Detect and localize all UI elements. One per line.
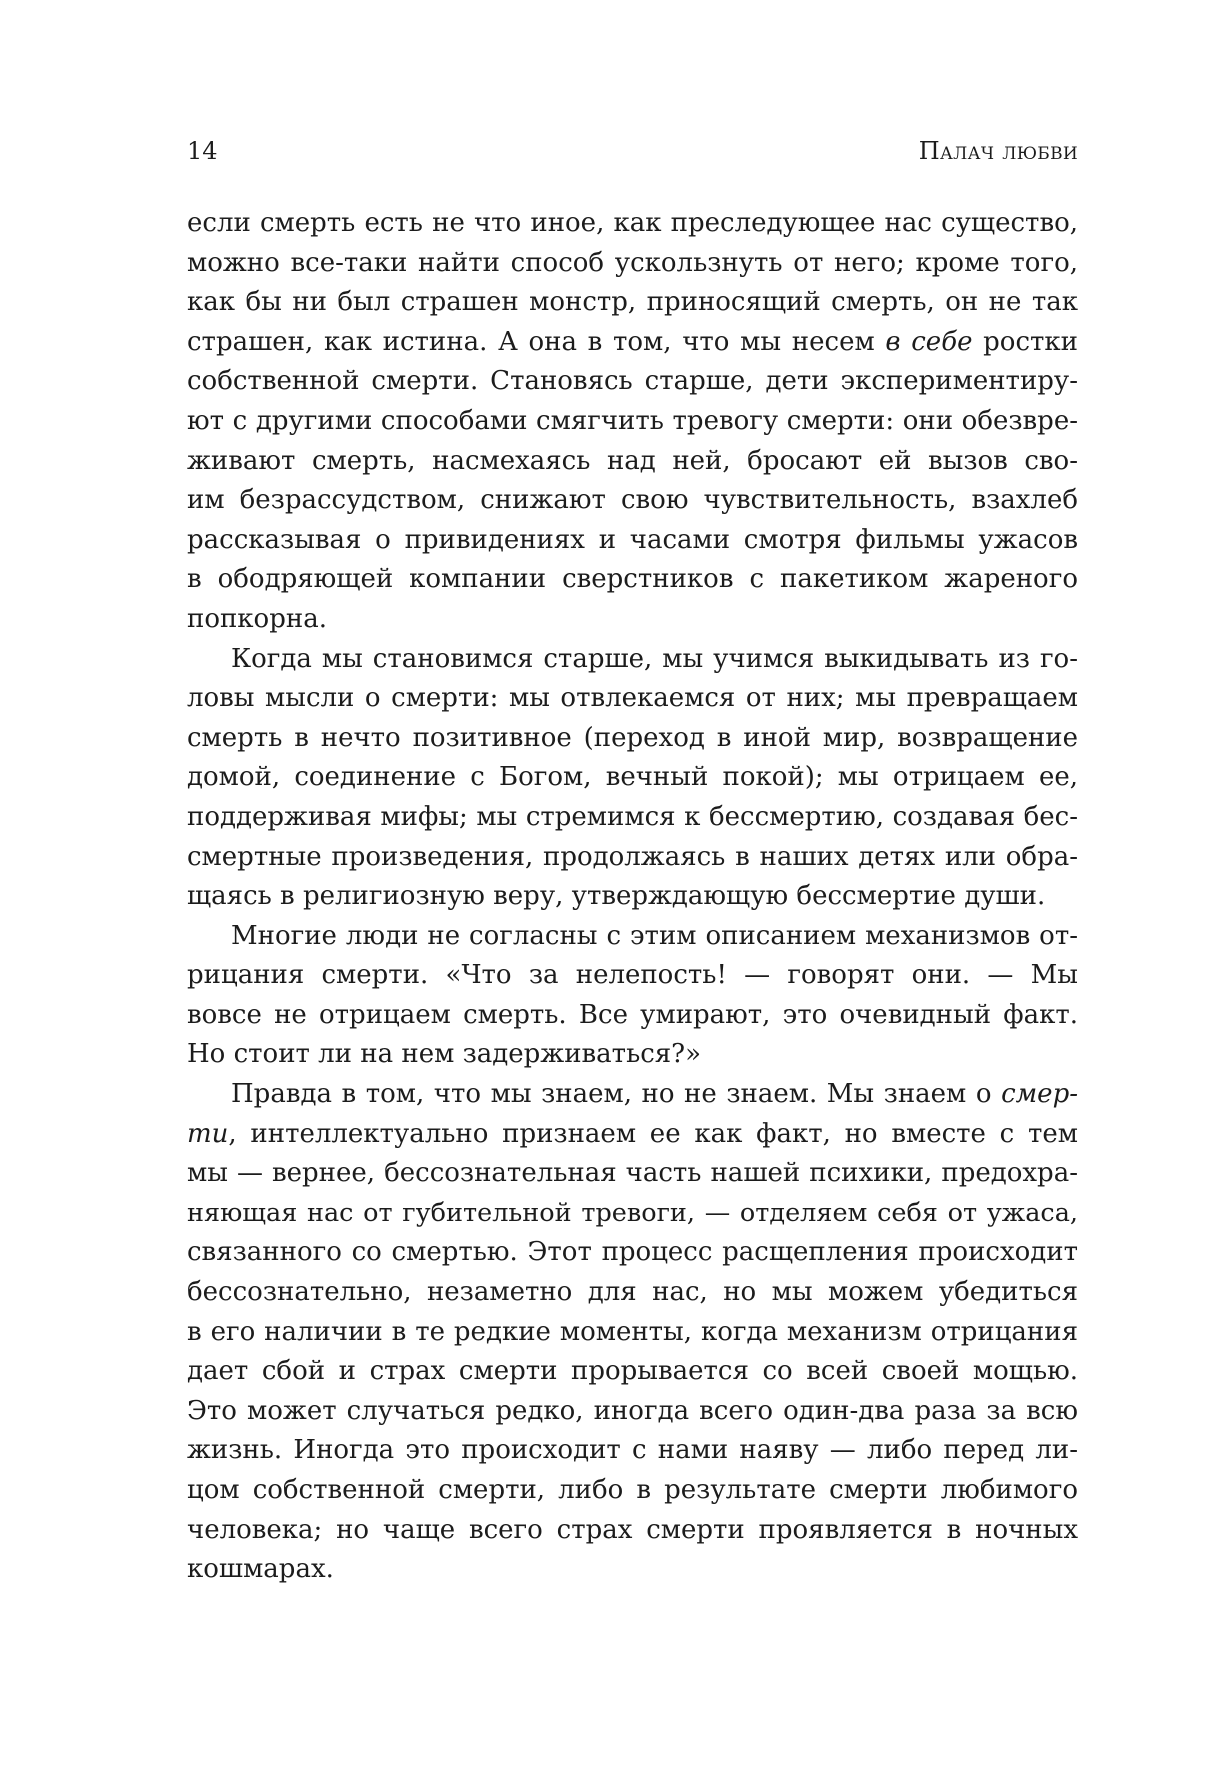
text-run: живают смерть, насмехаясь над ней, бросают ей вызов сво-	[187, 445, 1078, 476]
text-run: собственной смерти. Становясь старше, дети экспериментиру-	[187, 366, 1078, 397]
text-run: Но стоит ли на нем задерживаться?»	[187, 1039, 702, 1070]
paragraph	[187, 917, 1078, 1075]
text-line	[187, 1194, 1078, 1234]
text-line	[187, 1392, 1078, 1432]
text-run: бессознательно, незаметно для нас, но мы можем убедиться	[187, 1277, 1078, 1308]
text-run: Правда в том, что мы знаем, но не знаем. Мы знаем о	[231, 1079, 1002, 1110]
text-line	[187, 1431, 1078, 1471]
text-run: попкорна.	[187, 603, 327, 634]
text-run: можно все-таки найти способ ускользнуть от него; кроме того,	[187, 247, 1078, 278]
text-run: ловы мысли о смерти: мы отвлекаемся от них; мы превращаем	[187, 683, 1078, 714]
text-run: мы — вернее, бессознательная часть нашей психики, предохра-	[187, 1158, 1078, 1189]
text-line	[187, 442, 1078, 482]
text-run: Когда мы становимся старше, мы учимся выкидывать из го-	[231, 643, 1078, 674]
text-run: смертные произведения, продолжаясь в наших детях или обра-	[187, 841, 1078, 872]
text-line	[187, 956, 1078, 996]
text-line	[187, 996, 1078, 1036]
text-run: Это может случаться редко, иногда всего один-два раза за всю	[187, 1395, 1078, 1426]
text-line	[187, 1115, 1078, 1155]
text-run: ют с другими способами смягчить тревогу смерти: они обезвре-	[187, 405, 1078, 436]
text-line	[187, 1511, 1078, 1551]
running-title: Палач любви	[918, 137, 1078, 165]
text-run: человека; но чаще всего страх смерти проявляется в ночных	[187, 1514, 1078, 1545]
text-line	[187, 402, 1078, 442]
text-run: как бы ни был страшен монстр, приносящий смерть, он не так	[187, 287, 1078, 318]
text-run: в ободряющей компании сверстников с пакетиком жареного	[187, 564, 1078, 595]
text-run: домой, соединение с Богом, вечный покой); мы отрицаем ее,	[187, 762, 1078, 793]
paragraph	[187, 640, 1078, 917]
text-line	[187, 640, 1078, 680]
text-line	[187, 362, 1078, 402]
page-number: 14	[187, 137, 218, 165]
emphasis: в себе	[885, 326, 973, 357]
text-run: жизнь. Иногда это происходит с нами наяву — либо перед ли-	[187, 1435, 1078, 1466]
text-line	[187, 1233, 1078, 1273]
text-run: щаясь в религиозную веру, утверждающую бессмертие души.	[187, 881, 1046, 912]
text-line	[187, 521, 1078, 561]
running-head	[187, 131, 1078, 171]
text-line	[187, 323, 1078, 363]
text-line	[187, 917, 1078, 957]
text-run: ростки	[972, 326, 1078, 357]
text-line	[187, 758, 1078, 798]
text-line	[187, 719, 1078, 759]
text-run: вовсе не отрицаем смерть. Все умирают, это очевидный факт.	[187, 999, 1078, 1030]
text-run: связанного со смертью. Этот процесс расщепления происходит	[187, 1237, 1078, 1268]
text-line	[187, 1550, 1078, 1590]
text-line	[187, 838, 1078, 878]
text-run: цом собственной смерти, либо в результате смерти любимого	[187, 1475, 1078, 1505]
text-line	[187, 1352, 1078, 1392]
text-line	[187, 560, 1078, 600]
text-line	[187, 1313, 1078, 1353]
text-line	[187, 1471, 1078, 1511]
text-run: Многие люди не согласны с этим описанием механизмов от-	[231, 920, 1078, 951]
body-text	[187, 204, 1078, 1590]
emphasis: смер-	[1001, 1079, 1078, 1110]
text-line	[187, 244, 1078, 284]
text-run: поддерживая мифы; мы стремимся к бессмертию, создавая бес-	[187, 801, 1078, 832]
text-line	[187, 1075, 1078, 1115]
text-run: рассказывая о привидениях и часами смотря фильмы ужасов	[187, 524, 1078, 555]
text-line	[187, 283, 1078, 323]
text-line	[187, 600, 1078, 640]
text-line	[187, 204, 1078, 244]
text-run: дает сбой и страх смерти прорывается со всей своей мощью.	[187, 1356, 1078, 1387]
text-line	[187, 1035, 1078, 1075]
text-run: , интеллектуально признаем ее как факт, но вместе с тем	[228, 1118, 1078, 1149]
book-page	[187, 0, 1078, 1785]
text-line	[187, 1154, 1078, 1194]
text-line	[187, 679, 1078, 719]
text-line	[187, 1273, 1078, 1313]
text-run: страшен, как истина. А она в том, что мы несем	[187, 326, 886, 357]
text-line	[187, 481, 1078, 521]
text-run: в его наличии в те редкие моменты, когда механизм отрицания	[187, 1316, 1078, 1347]
text-line	[187, 798, 1078, 838]
text-line	[187, 877, 1078, 917]
paragraph	[187, 1075, 1078, 1590]
text-run: кошмарах.	[187, 1554, 334, 1585]
text-run: смерть в нечто позитивное (переход в иной мир, возвращение	[187, 722, 1078, 753]
text-run: рицания смерти. «Что за нелепость! — говорят они. — Мы	[187, 960, 1078, 991]
paragraph	[187, 204, 1078, 640]
text-run: если смерть есть не что иное, как преследующее нас существо,	[187, 208, 1078, 238]
text-run: им безрассудством, снижают свою чувствительность, взахлеб	[187, 485, 1078, 516]
emphasis: ти	[187, 1118, 229, 1149]
text-run: няющая нас от губительной тревоги, — отделяем себя от ужаса,	[187, 1197, 1078, 1228]
